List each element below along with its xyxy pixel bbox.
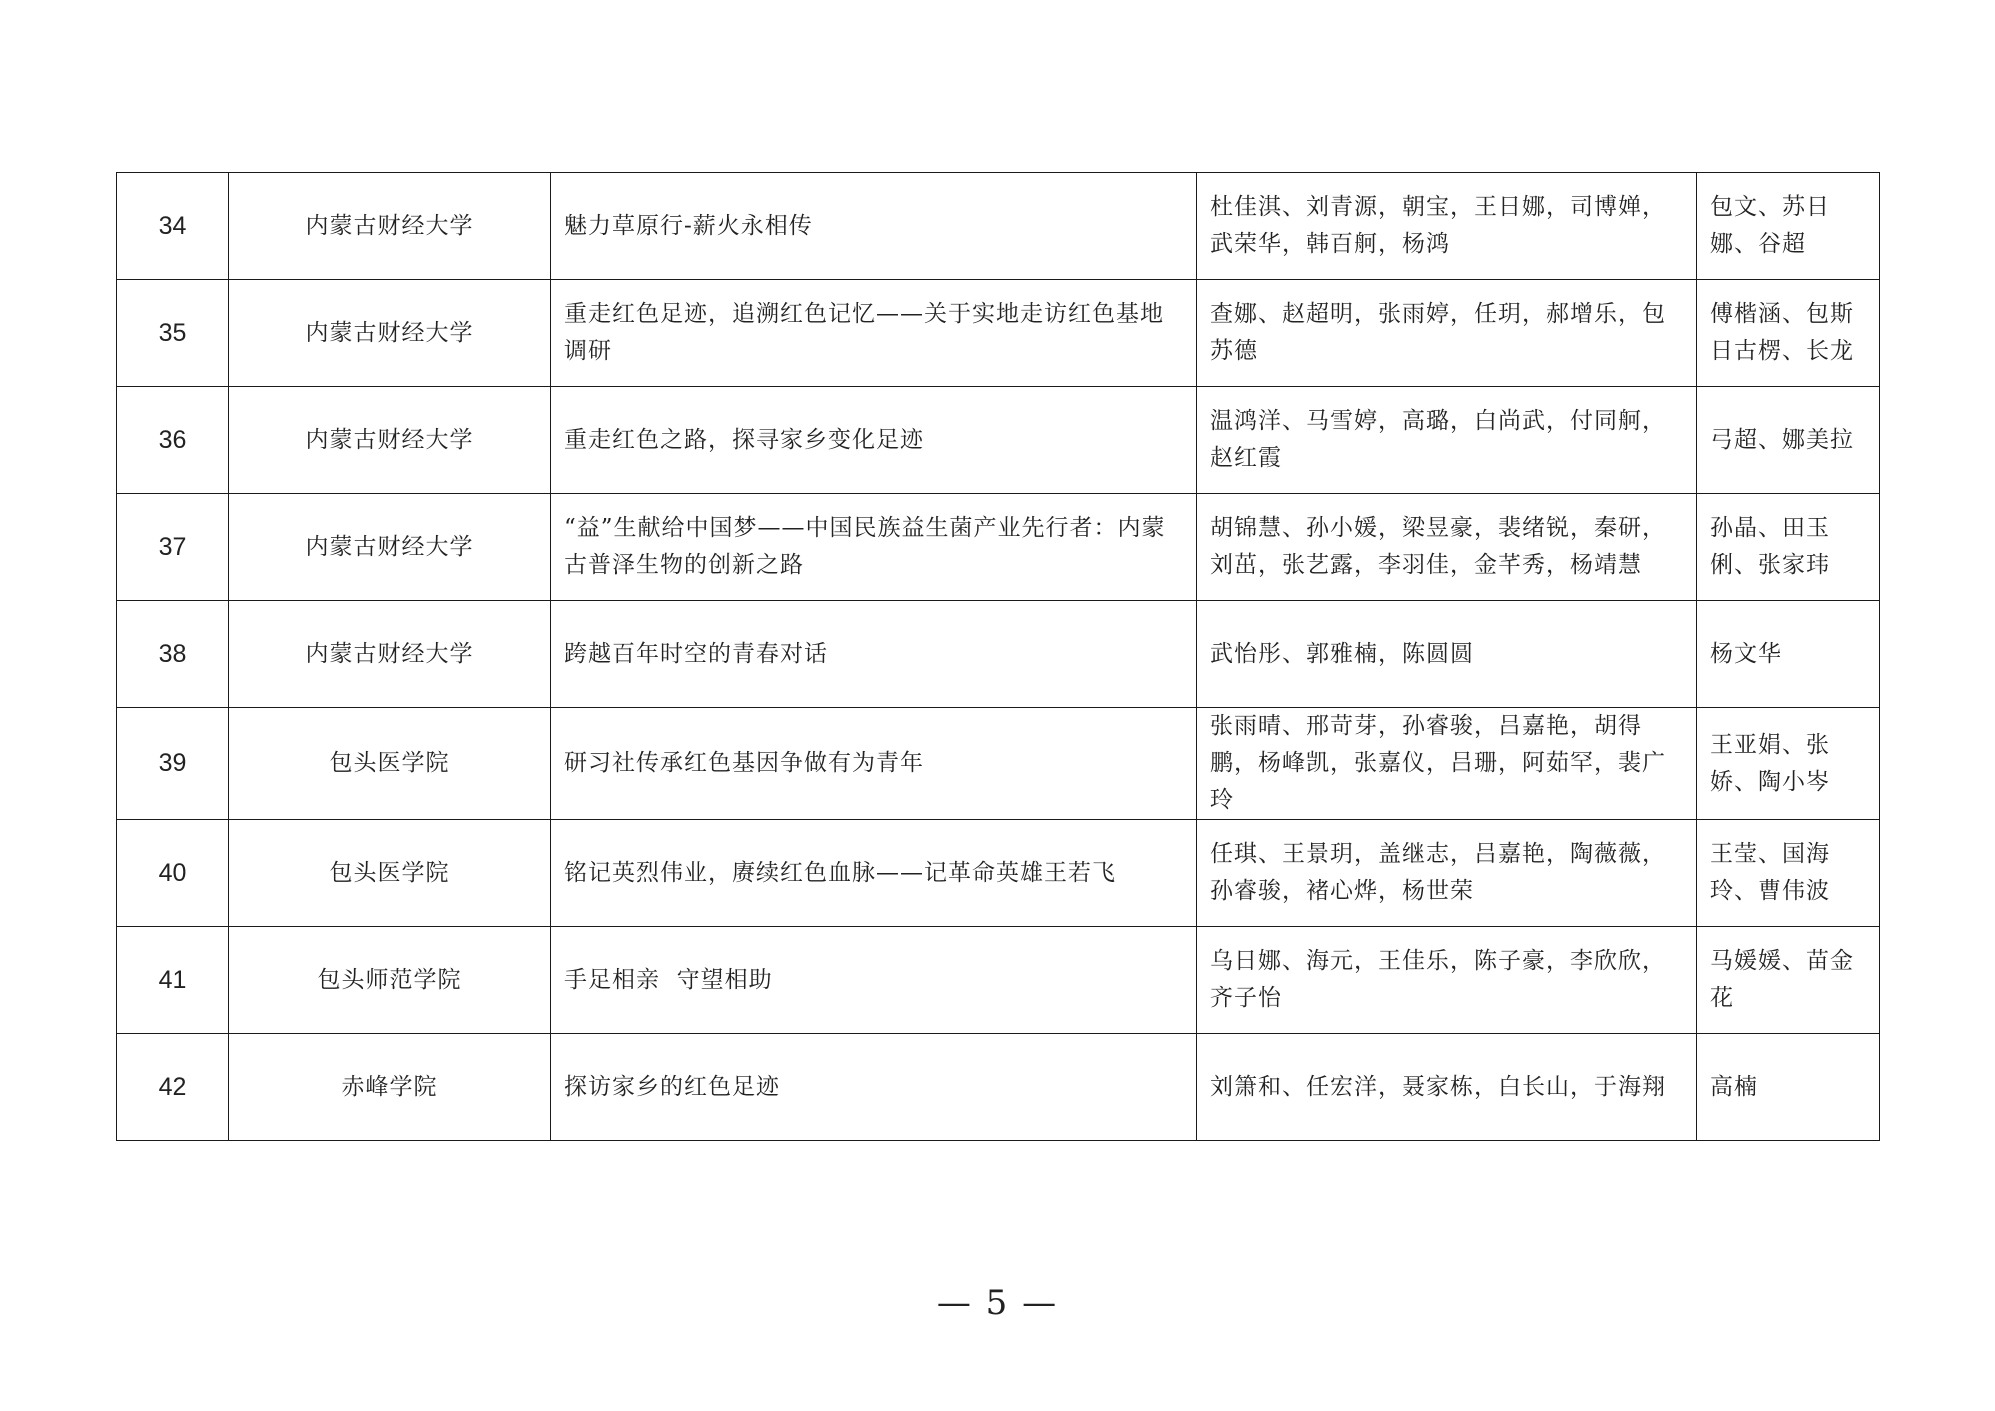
team-members: 武怡彤、郭雅楠，陈圆圆 [1197,601,1697,708]
project-title: 重走红色之路，探寻家乡变化足迹 [551,387,1197,494]
project-title: 研习社传承红色基因争做有为青年 [551,708,1197,820]
table-row [117,708,1880,820]
team-members: 温鸿洋、马雪婷，高璐，白尚武，付同舸，赵红霞 [1197,387,1697,494]
table-body [117,173,1880,1141]
school-name: 内蒙古财经大学 [229,601,551,708]
row-number: 39 [117,708,229,820]
team-members: 张雨晴、邢苛芽，孙睿骏，吕嘉艳，胡得鹏，杨峰凯，张嘉仪，吕珊，阿茹罕，裴广玲 [1197,708,1697,820]
school-name: 赤峰学院 [229,1034,551,1141]
project-title: 探访家乡的红色足迹 [551,1034,1197,1141]
team-members: 胡锦慧、孙小媛，梁昱豪，裴绪锐，秦研，刘茁，张艺露，李羽佳，金芊秀，杨靖慧 [1197,494,1697,601]
project-title: “益”生献给中国梦——中国民族益生菌产业先行者：内蒙古普泽生物的创新之路 [551,494,1197,601]
advisors: 傅楷涵、包斯日古楞、长龙 [1697,280,1880,387]
school-name: 包头医学院 [229,708,551,820]
table-row [117,280,1880,387]
advisors: 王亚娟、张娇、陶小岑 [1697,708,1880,820]
project-title: 跨越百年时空的青春对话 [551,601,1197,708]
table-row [117,387,1880,494]
school-name: 内蒙古财经大学 [229,280,551,387]
school-name: 内蒙古财经大学 [229,387,551,494]
advisors: 弓超、娜美拉 [1697,387,1880,494]
table-row [117,820,1880,927]
school-name: 包头师范学院 [229,927,551,1034]
row-number: 37 [117,494,229,601]
page-number: — 5 — [936,1283,1059,1323]
table-row [117,1034,1880,1141]
table-row [117,494,1880,601]
advisors: 包文、苏日娜、谷超 [1697,173,1880,280]
row-number: 34 [117,173,229,280]
table-row [117,927,1880,1034]
team-members: 杜佳淇、刘青源，朝宝，王日娜，司博婵，武荣华，韩百舸，杨鸿 [1197,173,1697,280]
project-title: 铭记英烈伟业，赓续红色血脉——记革命英雄王若飞 [551,820,1197,927]
school-name: 内蒙古财经大学 [229,173,551,280]
advisors: 杨文华 [1697,601,1880,708]
projects-table [116,172,1880,1141]
row-number: 40 [117,820,229,927]
project-title: 手足相亲 守望相助 [551,927,1197,1034]
project-title: 重走红色足迹，追溯红色记忆——关于实地走访红色基地调研 [551,280,1197,387]
row-number: 38 [117,601,229,708]
advisors: 高楠 [1697,1034,1880,1141]
project-title: 魅力草原行-薪火永相传 [551,173,1197,280]
school-name: 包头医学院 [229,820,551,927]
row-number: 35 [117,280,229,387]
row-number: 42 [117,1034,229,1141]
team-members: 任琪、王景玥，盖继志，吕嘉艳，陶薇薇，孙睿骏，褚心烨，杨世荣 [1197,820,1697,927]
advisors: 王莹、国海玲、曹伟波 [1697,820,1880,927]
team-members: 乌日娜、海元，王佳乐，陈子豪，李欣欣，齐子怡 [1197,927,1697,1034]
advisors: 马媛媛、苗金花 [1697,927,1880,1034]
advisors: 孙晶、田玉俐、张家玮 [1697,494,1880,601]
table-row [117,601,1880,708]
team-members: 查娜、赵超明，张雨婷，任玥，郝增乐，包苏德 [1197,280,1697,387]
row-number: 41 [117,927,229,1034]
row-number: 36 [117,387,229,494]
table-row [117,173,1880,280]
school-name: 内蒙古财经大学 [229,494,551,601]
team-members: 刘箫和、任宏洋，聂家栋，白长山，于海翔 [1197,1034,1697,1141]
